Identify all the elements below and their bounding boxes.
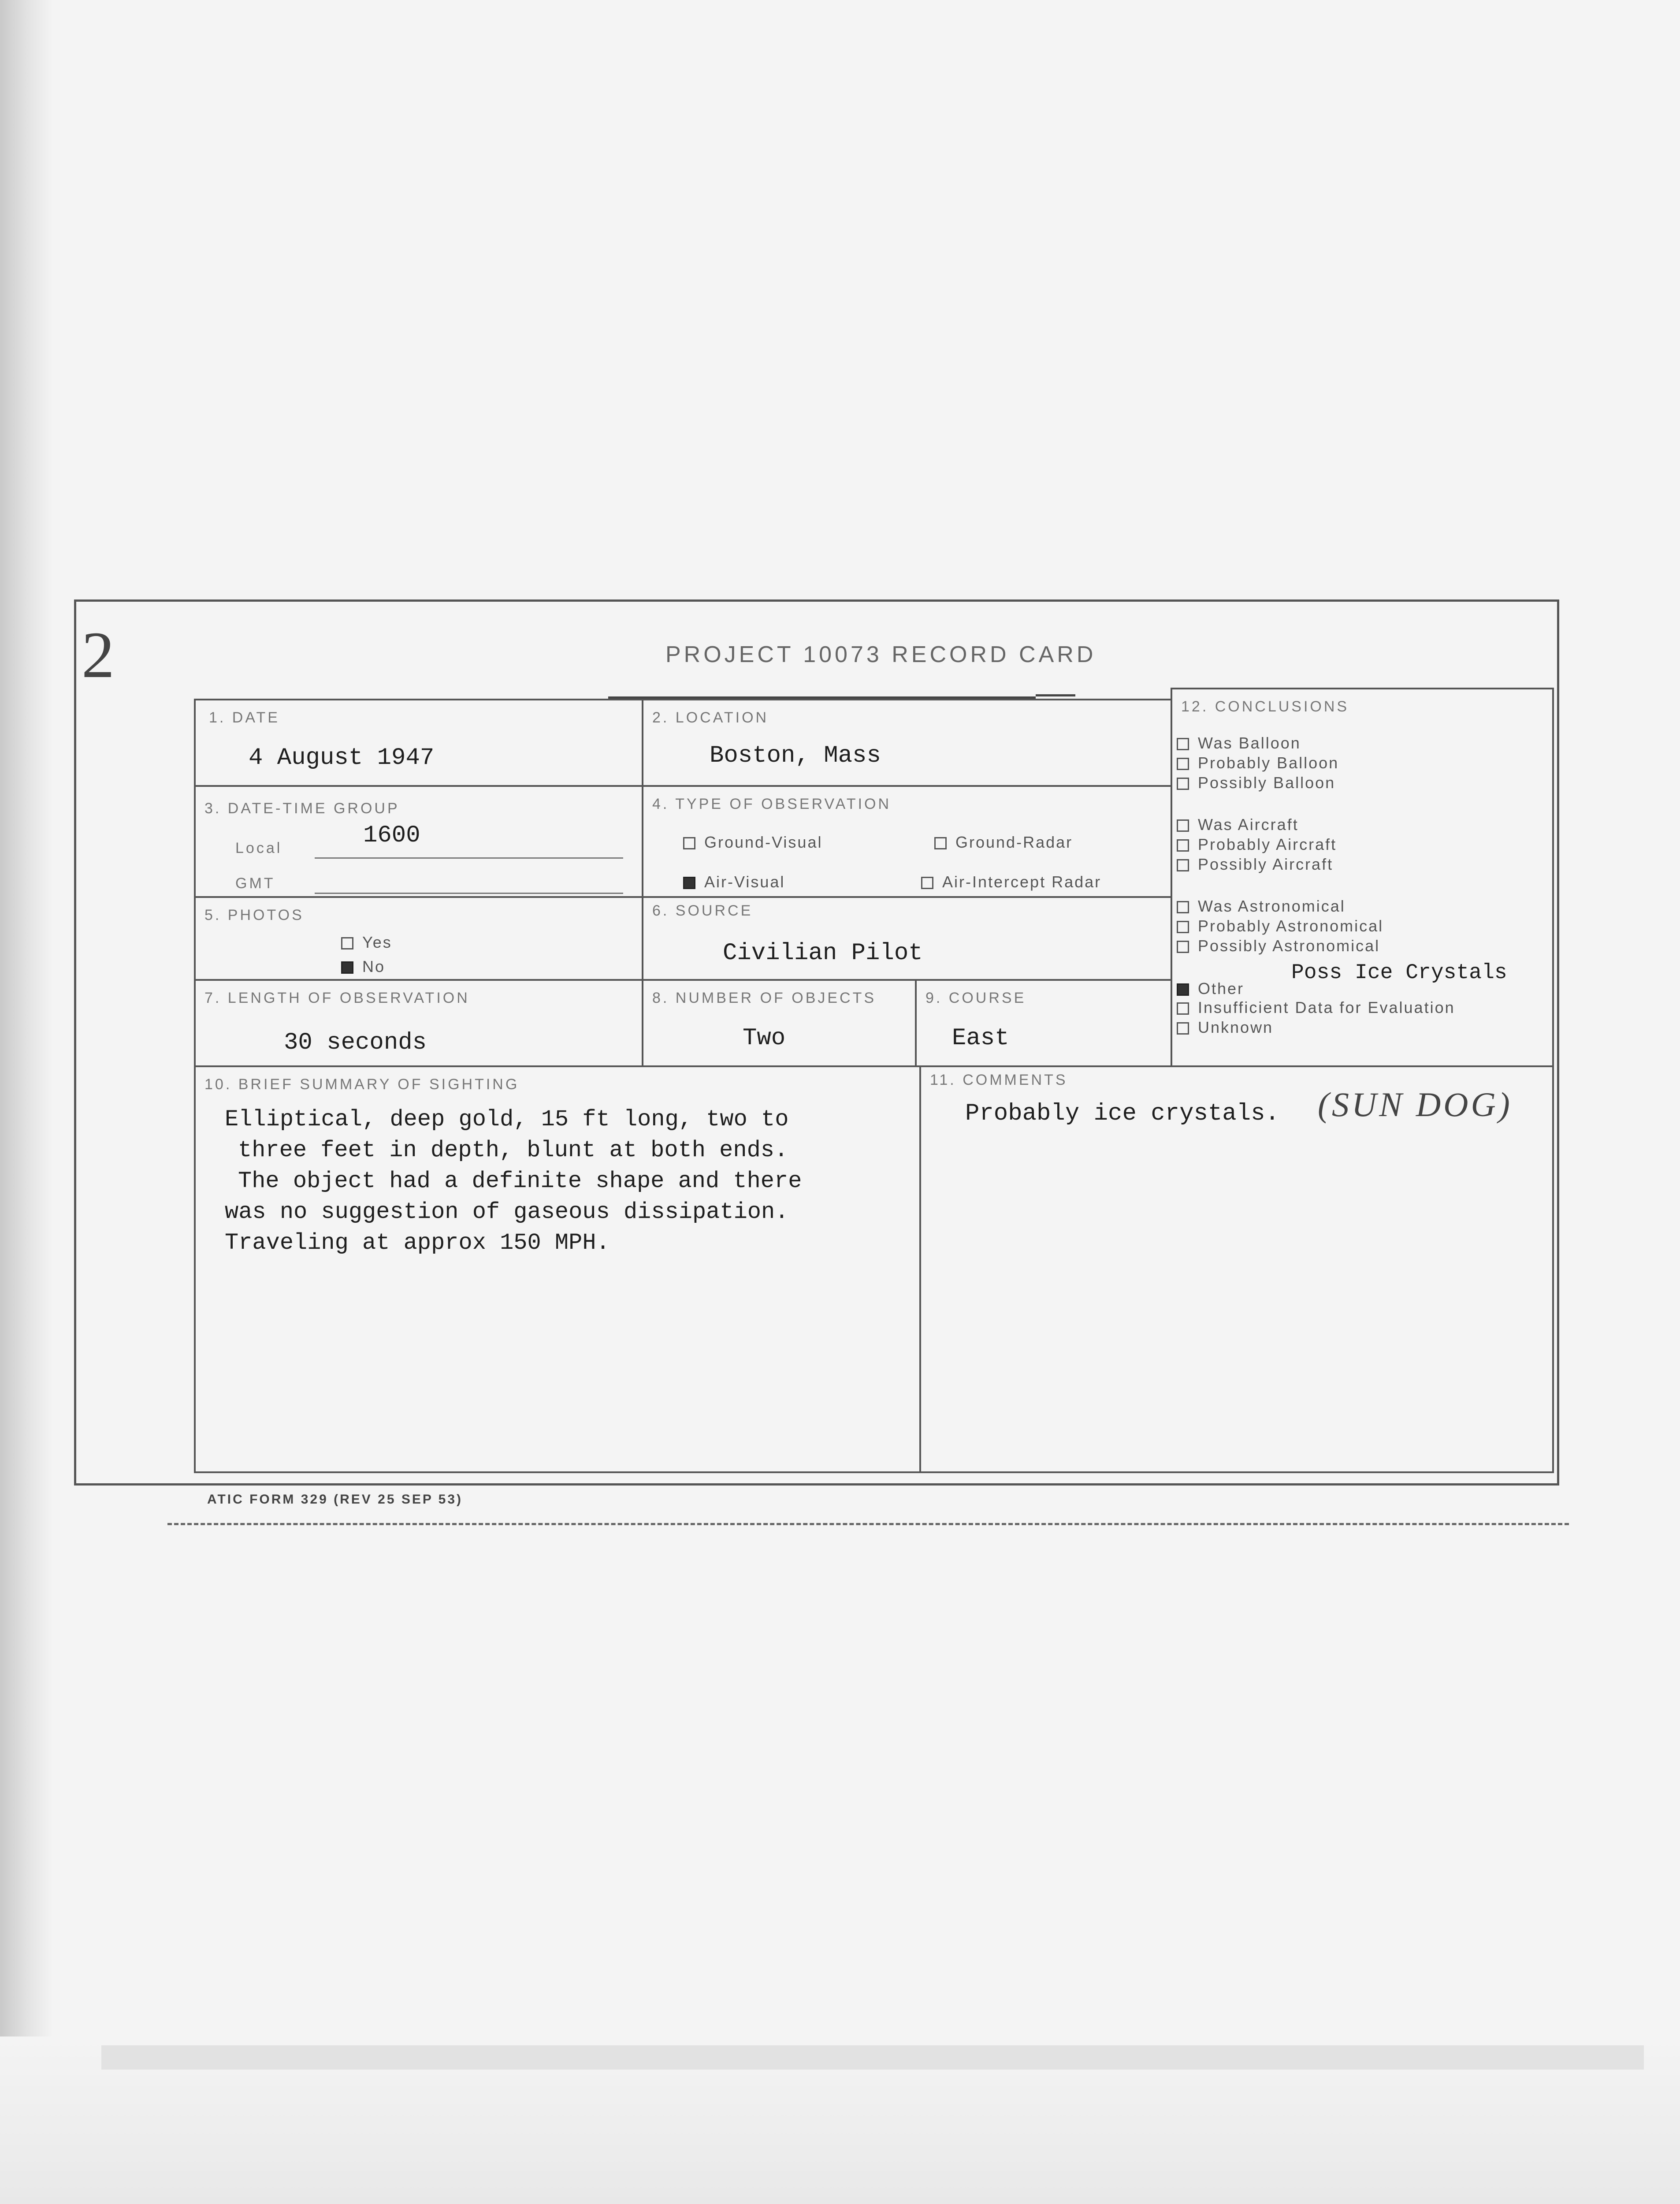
checkbox-icon [934, 837, 947, 849]
option-ground-visual [683, 833, 822, 852]
conclusion-text: Insufficient Data for Evaluation [1198, 998, 1455, 1016]
conclusion-was-astronomical [1177, 897, 1345, 916]
conclusion-was-balloon [1177, 734, 1301, 752]
date-field [194, 699, 643, 787]
date-value: 4 August 1947 [249, 745, 435, 771]
comments-handwritten: (SUN DOG) [1318, 1085, 1513, 1124]
checkbox-icon [1177, 758, 1189, 770]
conclusion-text: Probably Aircraft [1198, 835, 1337, 853]
option-text: Air-Intercept Radar [942, 873, 1102, 891]
conclusion-possibly-astronomical [1177, 937, 1380, 955]
title-rule-right [1036, 694, 1075, 696]
location-label: 2. LOCATION [652, 709, 769, 726]
form-id: ATIC FORM 329 (REV 25 SEP 53) [207, 1492, 463, 1507]
comments-label: 11. COMMENTS [930, 1072, 1068, 1088]
checkbox-icon [1177, 839, 1189, 852]
comments-value: Probably ice crystals. [965, 1100, 1279, 1127]
checked-box-icon [341, 961, 353, 974]
checkbox-icon [1177, 778, 1189, 790]
observation-type-label: 4. TYPE OF OBSERVATION [652, 796, 892, 812]
page-number-mark: 2 [82, 618, 115, 692]
checked-box-icon [1177, 983, 1189, 996]
film-edge-left [0, 0, 53, 2204]
checkbox-icon [1177, 819, 1189, 832]
local-underline [315, 857, 623, 859]
conclusion-text: Other [1198, 979, 1245, 998]
option-text: Yes [362, 933, 392, 951]
checked-box-icon [683, 877, 695, 889]
summary-line: three feet in depth, blunt at both ends. [238, 1137, 788, 1163]
photos-label: 5. PHOTOS [204, 907, 304, 923]
number-value: Two [743, 1025, 786, 1052]
conclusion-text: Was Astronomical [1198, 897, 1345, 915]
conclusion-probably-aircraft [1177, 835, 1337, 854]
card-title: PROJECT 10073 RECORD CARD [665, 642, 1096, 667]
conclusion-text: Was Aircraft [1198, 815, 1299, 834]
source-label: 6. SOURCE [652, 902, 753, 919]
comments-field [919, 1065, 1554, 1473]
conclusion-text: Probably Balloon [1198, 754, 1339, 772]
conclusion-text: Unknown [1198, 1018, 1274, 1036]
checkbox-icon [921, 877, 933, 889]
summary-line: was no suggestion of gaseous dissipation. [225, 1199, 789, 1225]
option-text: Ground-Visual [704, 833, 823, 851]
date-time-field [194, 785, 643, 898]
photos-option-yes [341, 933, 392, 952]
checkbox-icon [683, 837, 695, 849]
checkbox-icon [1177, 859, 1189, 871]
length-label: 7. LENGTH OF OBSERVATION [204, 990, 470, 1006]
summary-line: The object had a definite shape and there [238, 1168, 802, 1194]
summary-label: 10. BRIEF SUMMARY OF SIGHTING [204, 1076, 520, 1093]
conclusion-text: Possibly Astronomical [1198, 937, 1380, 955]
date-label: 1. DATE [209, 709, 280, 726]
conclusion-text: Possibly Aircraft [1198, 855, 1334, 873]
conclusion-probably-balloon [1177, 754, 1339, 772]
photos-option-no [341, 957, 385, 976]
course-field [915, 979, 1172, 1067]
option-text: Ground-Radar [955, 833, 1073, 851]
course-value: East [952, 1025, 1009, 1052]
conclusion-other-value: Poss Ice Crystals [1291, 961, 1507, 985]
conclusion-unknown [1177, 1018, 1273, 1037]
checkbox-icon [1177, 738, 1189, 750]
conclusion-possibly-balloon [1177, 774, 1335, 792]
conclusion-other [1177, 979, 1244, 998]
option-text: Air-Visual [704, 873, 785, 891]
photos-field [194, 896, 643, 981]
gmt-label: GMT [235, 875, 275, 892]
conclusion-text: Was Balloon [1198, 734, 1301, 752]
location-field [642, 699, 1172, 787]
conclusion-probably-astronomical [1177, 917, 1383, 935]
conclusion-text: Probably Astronomical [1198, 917, 1384, 935]
course-label: 9. COURSE [925, 990, 1026, 1006]
summary-line: Traveling at approx 150 MPH. [225, 1230, 610, 1256]
checkbox-icon [1177, 921, 1189, 933]
checkbox-icon [341, 937, 353, 949]
local-value: 1600 [363, 822, 420, 849]
option-ground-radar [934, 833, 1073, 852]
conclusion-text: Possibly Balloon [1198, 774, 1336, 792]
checkbox-icon [1177, 941, 1189, 953]
gmt-underline [315, 893, 623, 894]
local-label: Local [235, 840, 282, 856]
conclusions-label: 12. CONCLUSIONS [1181, 698, 1349, 715]
source-field [642, 896, 1172, 981]
checkbox-icon [1177, 901, 1189, 913]
number-label: 8. NUMBER OF OBJECTS [652, 990, 877, 1006]
checkbox-icon [1177, 1022, 1189, 1035]
checkbox-icon [1177, 1002, 1189, 1015]
source-value: Civilian Pilot [723, 940, 923, 967]
observation-type-field [642, 785, 1172, 898]
number-field [642, 979, 917, 1067]
option-air-intercept-radar [921, 873, 1101, 891]
film-strip [101, 2045, 1644, 2070]
option-text: No [362, 957, 386, 975]
summary-line: Elliptical, deep gold, 15 ft long, two to [225, 1106, 789, 1132]
location-value: Boston, Mass [710, 742, 881, 769]
date-time-label: 3. DATE-TIME GROUP [204, 800, 400, 817]
length-field [194, 979, 643, 1067]
bottom-rule [167, 1523, 1569, 1525]
conclusion-was-aircraft [1177, 815, 1299, 834]
option-air-visual [683, 873, 785, 891]
length-value: 30 seconds [284, 1029, 427, 1056]
conclusion-possibly-aircraft [1177, 855, 1333, 874]
conclusion-insufficient-data [1177, 998, 1455, 1017]
